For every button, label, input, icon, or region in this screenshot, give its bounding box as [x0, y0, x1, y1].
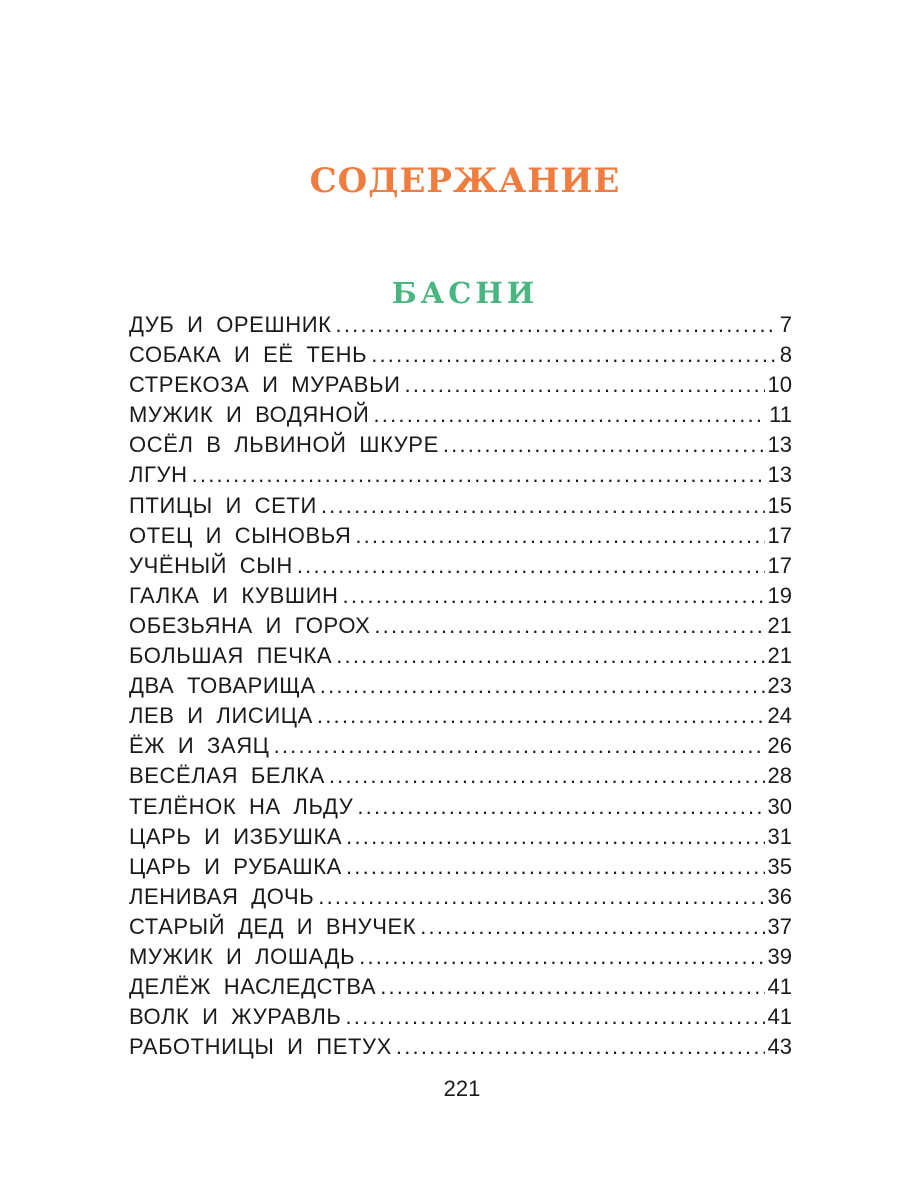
toc-entry [129, 792, 792, 822]
toc-entry [129, 641, 792, 671]
toc-entry [129, 460, 792, 490]
toc-entry-page: 26 [767, 733, 792, 759]
toc-entry-page: 21 [767, 612, 792, 638]
dot-leader [405, 370, 765, 400]
toc-entry-page: 31 [767, 823, 792, 849]
dot-leader [346, 822, 764, 852]
toc-entry-page: 11 [769, 402, 792, 428]
toc-entry [129, 972, 792, 1002]
dot-leader [357, 792, 764, 822]
toc-entry-title: ВЕСЁЛАЯ БЕЛКА [129, 763, 325, 789]
toc-entry [129, 491, 792, 521]
toc-entry-page: 43 [767, 1034, 792, 1060]
toc-entry-page: 13 [767, 432, 792, 458]
dot-leader [336, 310, 777, 340]
toc-entry [129, 882, 792, 912]
dot-leader [374, 611, 764, 641]
toc-entry-title: ЛЕНИВАЯ ДОЧЬ [129, 883, 315, 909]
toc-entry [129, 521, 792, 551]
dot-leader [345, 1002, 764, 1032]
dot-leader [192, 460, 765, 490]
toc-entry-title: МУЖИК И ВОДЯНОЙ [129, 402, 370, 428]
toc-entry-title: ДЕЛЁЖ НАСЛЕДСТВА [129, 974, 377, 1000]
toc-entry-title: ЁЖ И ЗАЯЦ [129, 733, 270, 759]
toc-entry [129, 912, 792, 942]
toc-entry-title: УЧЁНЫЙ СЫН [129, 552, 293, 578]
dot-leader [371, 340, 777, 370]
toc-entry-title: СТАРЫЙ ДЕД И ВНУЧЕК [129, 913, 417, 939]
dot-leader [346, 852, 765, 882]
page-number: 221 [443, 1076, 481, 1101]
toc-entry-page: 35 [767, 853, 792, 879]
toc-entry [129, 551, 792, 581]
toc-entry [129, 731, 792, 761]
toc-entry-title: ЛГУН [129, 462, 188, 488]
toc-entry-title: СТРЕКОЗА И МУРАВЬИ [129, 372, 401, 398]
dot-leader [336, 641, 764, 671]
toc-entry-page: 23 [767, 673, 792, 699]
page-title: СОДЕРЖАНИЕ [309, 160, 621, 201]
toc-entry [129, 852, 792, 882]
dot-leader [274, 731, 765, 761]
toc-entry [129, 701, 792, 731]
toc-entry-page: 13 [767, 462, 792, 488]
toc-entry [129, 581, 792, 611]
toc-entry-title: РАБОТНИЦЫ И ПЕТУХ [129, 1034, 392, 1060]
toc-entry-title: ТЕЛЁНОК НА ЛЬДУ [129, 793, 354, 819]
toc-entry [129, 370, 792, 400]
toc-entry [129, 761, 792, 791]
toc-entry-page: 39 [767, 943, 792, 969]
toc-entry [129, 1032, 792, 1062]
toc-entry-page: 21 [767, 643, 792, 669]
dot-leader [318, 882, 764, 912]
toc-entry-page: 36 [767, 883, 792, 909]
toc-entry-title: ЦАРЬ И ИЗБУШКА [129, 823, 343, 849]
toc-entry-title: СОБАКА И ЕЁ ТЕНЬ [129, 342, 368, 368]
toc-entry-page: 19 [767, 582, 792, 608]
dot-leader [297, 551, 765, 581]
toc-entry-title: ДУБ И ОРЕШНИК [129, 312, 332, 337]
toc-entry-title: ОБЕЗЬЯНА И ГОРОХ [129, 612, 371, 638]
table-of-contents [129, 310, 792, 1062]
toc-entry-title: ВОЛК И ЖУРАВЛЬ [129, 1004, 342, 1030]
toc-entry-title: ДВА ТОВАРИЩА [129, 673, 316, 699]
toc-entry [129, 1002, 792, 1032]
toc-entry-page: 17 [767, 552, 792, 578]
toc-entry-page: 37 [767, 913, 792, 939]
toc-entry-title: ОСЁЛ В ЛЬВИНОЙ ШКУРЕ [129, 432, 439, 458]
toc-entry-title: ЦАРЬ И РУБАШКА [129, 853, 342, 879]
dot-leader [420, 912, 764, 942]
toc-entry-title: ОТЕЦ И СЫНОВЬЯ [129, 522, 352, 548]
toc-entry-page: 41 [767, 974, 792, 1000]
dot-leader [359, 942, 764, 972]
toc-entry-page: 7 [779, 312, 792, 337]
toc-entry-page: 41 [767, 1004, 792, 1030]
toc-entry-page: 24 [767, 703, 792, 729]
toc-entry [129, 611, 792, 641]
toc-entry-title: ЛЕВ И ЛИСИЦА [129, 703, 313, 729]
dot-leader [329, 761, 765, 791]
dot-leader [396, 1032, 765, 1062]
dot-leader [443, 430, 765, 460]
toc-entry [129, 671, 792, 701]
toc-entry-page: 10 [767, 372, 792, 398]
toc-entry-page: 28 [767, 763, 792, 789]
toc-entry [129, 942, 792, 972]
dot-leader [320, 671, 765, 701]
toc-entry-page: 17 [767, 522, 792, 548]
toc-entry-page: 8 [779, 342, 792, 368]
toc-entry [129, 822, 792, 852]
dot-leader [317, 701, 765, 731]
toc-entry-title: БОЛЬШАЯ ПЕЧКА [129, 643, 333, 669]
toc-entry-page: 15 [767, 492, 792, 518]
dot-leader [355, 521, 764, 551]
toc-entry-page: 30 [767, 793, 792, 819]
section-title: БАСНИ [391, 276, 539, 311]
toc-entry [129, 340, 792, 370]
dot-leader [343, 581, 765, 611]
toc-entry [129, 430, 792, 460]
toc-entry [129, 400, 792, 430]
toc-entry-title: ГАЛКА И КУВШИН [129, 582, 339, 608]
dot-leader [321, 491, 765, 521]
toc-entry-title: МУЖИК И ЛОШАДЬ [129, 943, 356, 969]
toc-entry-title: ПТИЦЫ И СЕТИ [129, 492, 317, 518]
dot-leader [373, 400, 766, 430]
dot-leader [380, 972, 764, 1002]
toc-entry [129, 310, 792, 340]
